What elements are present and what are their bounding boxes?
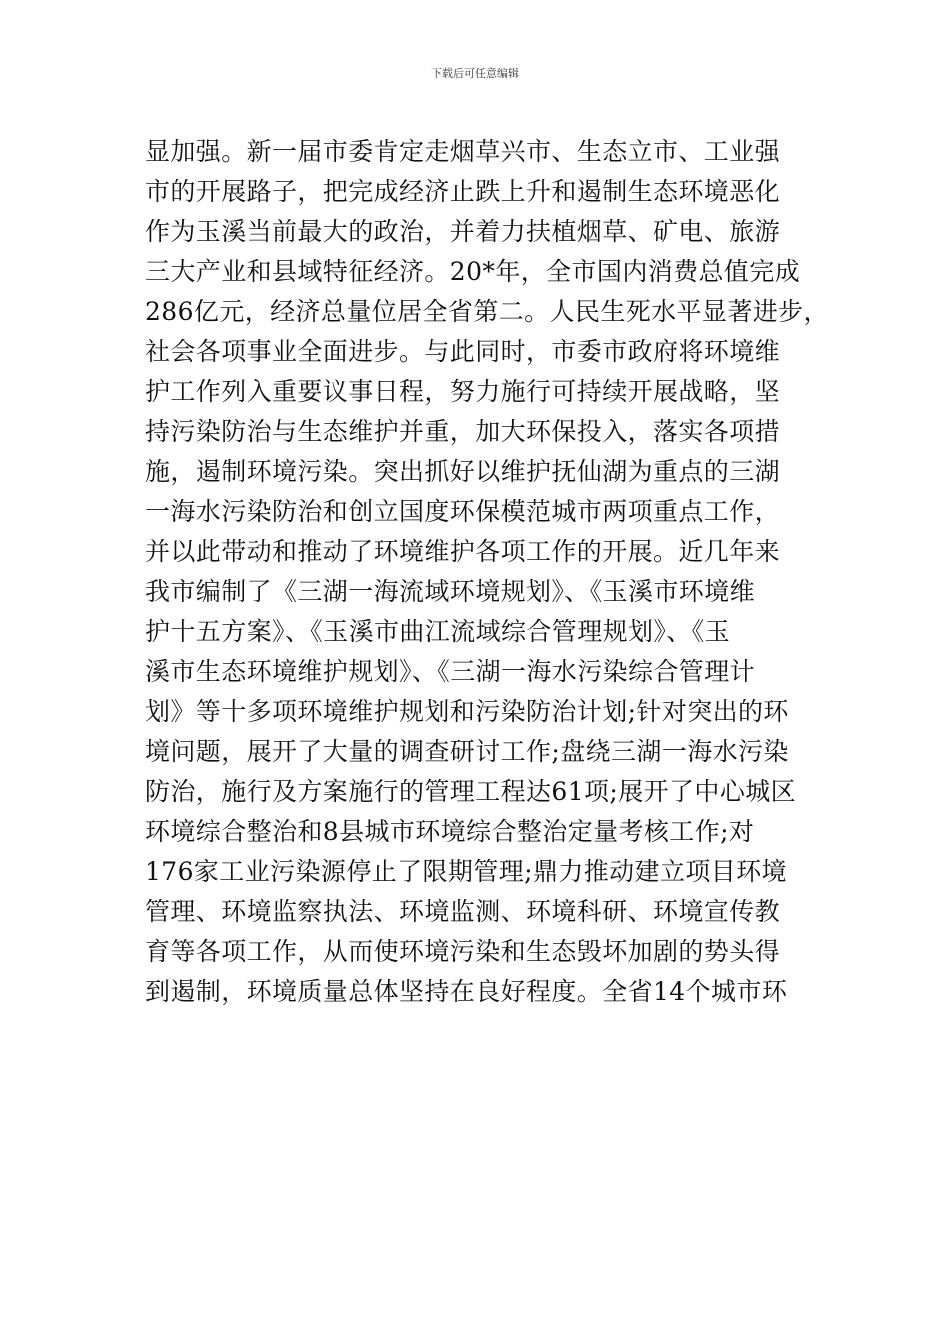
text-line: 我市编制了《三湖一海流域环境规划》、《玉溪市环境维 [145, 577, 756, 606]
text-line: 育等各项工作，从而使环境污染和生态毁坏加剧的势头得 [145, 937, 781, 966]
text-line: 一海水污染防治和创立国度环保模范城市两项重点工作， [145, 497, 781, 526]
text-line: 施，遏制环境污染。突出抓好以维护抚仙湖为重点的三湖 [145, 457, 781, 486]
text-line: 护工作列入重要议事日程，努力施行可持续开展战略，坚 [145, 377, 781, 406]
text-line: 划》等十多项环境维护规划和污染防治计划;针对突出的环 [145, 697, 789, 726]
text-line: 溪市生态环境维护规划》、《三湖一海水污染综合管理计 [145, 657, 756, 686]
text-line: 三大产业和县域特征经济。20*年，全市国内消费总值完成 [145, 257, 801, 286]
text-line: 显加强。新一届市委肯定走烟草兴市、生态立市、工业强 [145, 137, 781, 166]
page-header: 下载后可任意编辑 [431, 67, 519, 80]
text-line: 并以此带动和推动了环境维护各项工作的开展。近几年来 [145, 537, 781, 566]
text-line: 环境综合整治和8县城市环境综合整治定量考核工作;对 [145, 817, 755, 846]
document-body [145, 132, 829, 1012]
text-line: 市的开展路子，把完成经济止跌上升和遏制生态环境恶化 [145, 177, 781, 206]
text-line: 286亿元，经济总量位居全省第二。人民生死水平显著进步， [145, 297, 829, 326]
text-line: 防治，施行及方案施行的管理工程达61项;展开了中心城区 [145, 777, 797, 806]
text-line: 持污染防治与生态维护并重，加大环保投入，落实各项措 [145, 417, 781, 446]
text-line: 作为玉溪当前最大的政治，并着力扶植烟草、矿电、旅游 [145, 217, 781, 246]
text-line: 到遏制，环境质量总体坚持在良好程度。全省14个城市环 [145, 977, 788, 1006]
text-line: 176家工业污染源停止了限期管理;鼎力推动建立项目环境 [145, 857, 787, 886]
text-line: 境问题，展开了大量的调查研讨工作;盘绕三湖一海水污染 [145, 737, 789, 766]
text-line: 社会各项事业全面进步。与此同时，市委市政府将环境维 [145, 337, 781, 366]
text-line: 护十五方案》、《玉溪市曲江流域综合管理规划》、《玉 [145, 617, 731, 646]
text-line: 管理、环境监察执法、环境监测、环境科研、环境宣传教 [145, 897, 781, 926]
